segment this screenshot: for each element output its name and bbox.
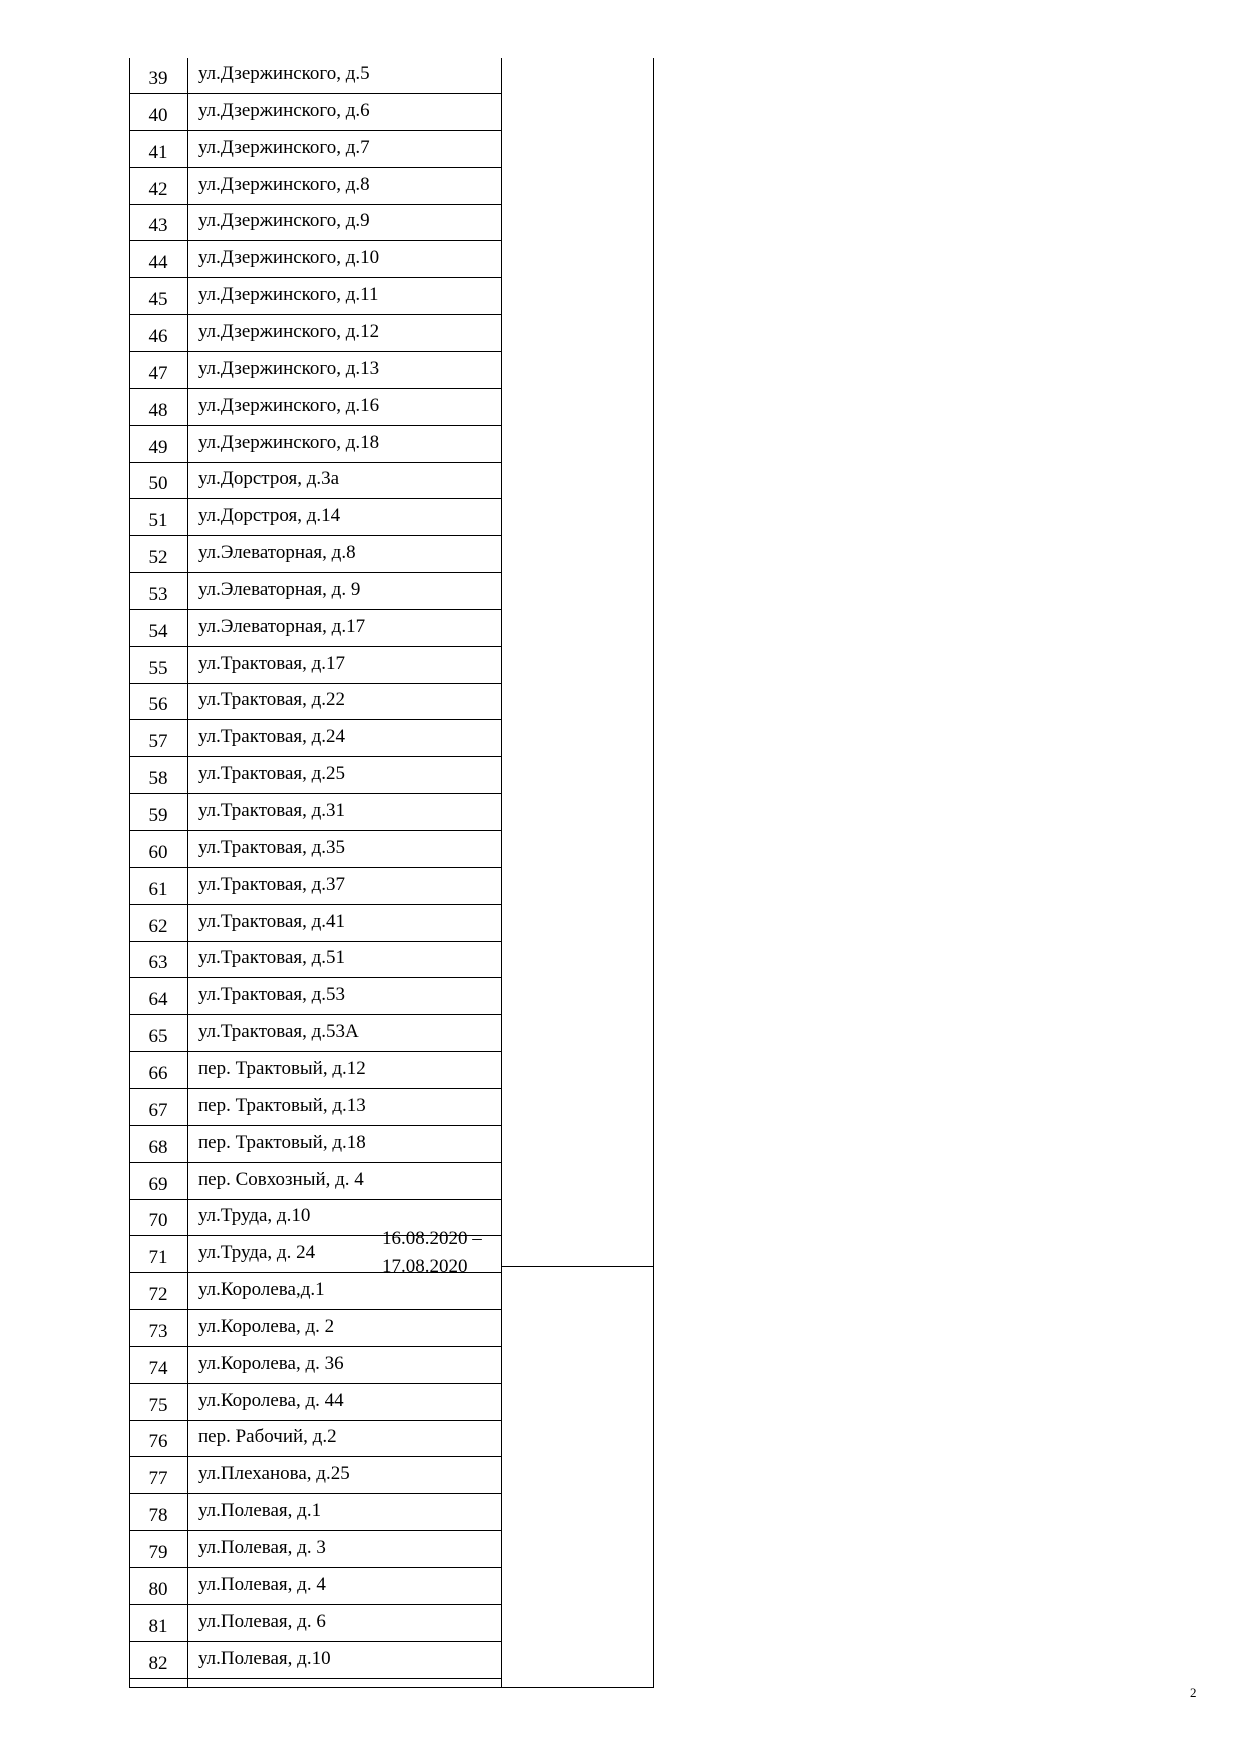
table-row (129, 905, 501, 942)
row-number: 63 (148, 952, 168, 974)
row-number: 78 (148, 1505, 168, 1527)
date-range-end: 17.08.2020 (382, 1256, 468, 1277)
row-number: 66 (148, 1062, 168, 1084)
row-number: 64 (148, 989, 168, 1011)
table-row (129, 499, 501, 536)
date-range-cell (382, 1225, 522, 1281)
row-number: 82 (148, 1652, 168, 1674)
table-row (129, 536, 501, 573)
row-number: 77 (148, 1468, 168, 1490)
table-row (129, 868, 501, 905)
row-address: ул.Дзержинского, д.10 (198, 247, 380, 269)
table-row (129, 1089, 501, 1126)
row-address: ул.Полевая, д. 4 (198, 1573, 326, 1595)
row-address: ул.Элеваторная, д.17 (198, 615, 366, 637)
row-address: ул.Полевая, д. 6 (198, 1610, 326, 1632)
row-number: 80 (148, 1578, 168, 1600)
row-number: 71 (148, 1247, 168, 1269)
row-number: 51 (148, 510, 168, 532)
row-address: ул.Дзержинского, д.12 (198, 320, 380, 342)
table-row (129, 278, 501, 315)
table-row (129, 462, 501, 499)
row-address: ул.Трактовая, д.24 (198, 726, 346, 748)
table-row (129, 647, 501, 684)
row-number: 57 (148, 731, 168, 753)
table-row (129, 1605, 501, 1642)
row-number: 49 (148, 436, 168, 458)
row-number: 70 (148, 1210, 168, 1232)
row-number: 46 (148, 325, 168, 347)
row-number: 58 (148, 768, 168, 790)
row-number: 79 (148, 1542, 168, 1563)
row-address: ул.Элеваторная, д.8 (198, 542, 356, 564)
row-number: 74 (148, 1357, 168, 1379)
row-address: ул.Трактовая, д.17 (198, 652, 346, 674)
date-group-divider (501, 1266, 654, 1267)
row-address: ул.Дзержинского, д.18 (198, 431, 380, 453)
row-number: 60 (148, 841, 168, 863)
row-number: 43 (148, 215, 168, 237)
row-address: ул.Дзержинского, д.6 (198, 99, 370, 121)
row-number: 65 (148, 1026, 168, 1048)
row-number: 44 (148, 252, 168, 274)
row-address: ул.Дзержинского, д.9 (198, 210, 370, 232)
table-row (129, 1531, 501, 1568)
row-address: ул.Полевая, д. 3 (198, 1537, 326, 1558)
address-table (129, 58, 654, 1688)
row-address: ул.Дзержинского, д.5 (198, 63, 370, 84)
row-address: ул.Королева, д. 2 (198, 1315, 335, 1337)
table-row (129, 1568, 501, 1605)
table-row (129, 1310, 501, 1347)
table-row (129, 204, 501, 241)
table-row (129, 389, 501, 426)
table-row (129, 57, 501, 94)
table-row (129, 1420, 501, 1457)
table-row (129, 610, 501, 647)
row-address: ул.Полевая, д.1 (198, 1500, 322, 1522)
page-number: 2 (1190, 1685, 1197, 1700)
table-row (129, 94, 501, 131)
row-address: ул.Дорстроя, д.14 (198, 505, 341, 527)
row-number: 62 (148, 915, 168, 937)
row-number: 67 (148, 1099, 168, 1121)
row-number: 68 (148, 1136, 168, 1158)
table-row (129, 1384, 501, 1421)
table-row (129, 720, 501, 757)
row-number: 76 (148, 1431, 168, 1453)
table-row (129, 757, 501, 794)
row-address: ул.Королева, д. 36 (198, 1352, 344, 1374)
row-address: ул.Трактовая, д.31 (198, 800, 346, 821)
row-address: ул.Полевая, д.10 (198, 1647, 331, 1669)
date-range-start: 16.08.2020 – (382, 1228, 482, 1249)
row-address: ул.Королева, д. 44 (198, 1389, 344, 1411)
row-address: ул.Трактовая, д.51 (198, 947, 346, 969)
table-row (129, 1163, 501, 1200)
row-number: 52 (148, 547, 168, 569)
row-address: ул.Труда, д. 24 (198, 1242, 316, 1264)
table-row (129, 1642, 501, 1679)
row-number: 69 (148, 1173, 168, 1195)
table-row (129, 1126, 501, 1163)
row-number: 55 (148, 657, 168, 679)
row-number: 41 (148, 141, 168, 163)
row-number: 72 (148, 1284, 168, 1306)
column-divider-address (501, 58, 502, 1688)
row-address: ул.Королева,д.1 (198, 1279, 325, 1301)
row-number: 61 (148, 878, 168, 900)
table-row (129, 168, 501, 205)
table-row (129, 1347, 501, 1384)
row-number: 54 (148, 620, 168, 642)
table-row (129, 978, 501, 1015)
table-row (129, 315, 501, 352)
row-address: пер. Рабочий, д.2 (198, 1426, 337, 1448)
row-number: 56 (148, 694, 168, 716)
row-number: 81 (148, 1615, 168, 1637)
row-address: ул.Дзержинского, д.11 (198, 284, 379, 306)
table-row (129, 683, 501, 720)
row-number: 59 (148, 805, 168, 826)
row-number: 39 (148, 68, 168, 89)
table-row (129, 352, 501, 389)
table-border-right (653, 58, 654, 1688)
row-number: 40 (148, 104, 168, 126)
row-address: ул.Дзержинского, д.13 (198, 357, 380, 379)
row-number: 53 (148, 583, 168, 605)
row-address: ул.Плеханова, д.25 (198, 1463, 350, 1485)
row-address: ул.Трактовая, д.37 (198, 873, 346, 895)
row-address: ул.Дзержинского, д.8 (198, 173, 370, 195)
table-row (129, 831, 501, 868)
table-row (129, 1494, 501, 1531)
table-row (129, 794, 501, 831)
row-number: 42 (148, 178, 168, 200)
table-row (129, 241, 501, 278)
row-address: пер. Совхозный, д. 4 (198, 1168, 364, 1190)
row-address: пер. Трактовый, д.13 (198, 1094, 366, 1116)
table-row (129, 131, 501, 168)
row-number: 47 (148, 362, 168, 384)
row-address: ул.Труда, д.10 (198, 1205, 311, 1227)
row-address: ул.Трактовая, д.53А (198, 1021, 359, 1043)
row-address: ул.Трактовая, д.35 (198, 836, 346, 858)
row-number: 45 (148, 289, 168, 311)
table-border-bottom (129, 1687, 654, 1688)
row-address: ул.Дзержинского, д.16 (198, 394, 380, 416)
row-address: ул.Трактовая, д.22 (198, 689, 346, 711)
row-number: 75 (148, 1394, 168, 1416)
row-address: ул.Трактовая, д.53 (198, 984, 346, 1006)
table-row (129, 1457, 501, 1494)
row-address: ул.Элеваторная, д. 9 (198, 578, 361, 600)
row-number: 50 (148, 473, 168, 495)
row-address: ул.Дорстроя, д.3а (198, 468, 340, 490)
table-row (129, 1015, 501, 1052)
row-address: пер. Трактовый, д.18 (198, 1131, 366, 1153)
row-address: ул.Трактовая, д.41 (198, 910, 346, 932)
table-row (129, 941, 501, 978)
row-address: ул.Дзержинского, д.7 (198, 136, 370, 158)
row-number: 48 (148, 399, 168, 421)
row-number: 73 (148, 1320, 168, 1342)
table-row (129, 573, 501, 610)
row-address: ул.Трактовая, д.25 (198, 763, 346, 785)
table-row (129, 1052, 501, 1089)
row-address: пер. Трактовый, д.12 (198, 1057, 366, 1079)
table-row (129, 426, 501, 463)
